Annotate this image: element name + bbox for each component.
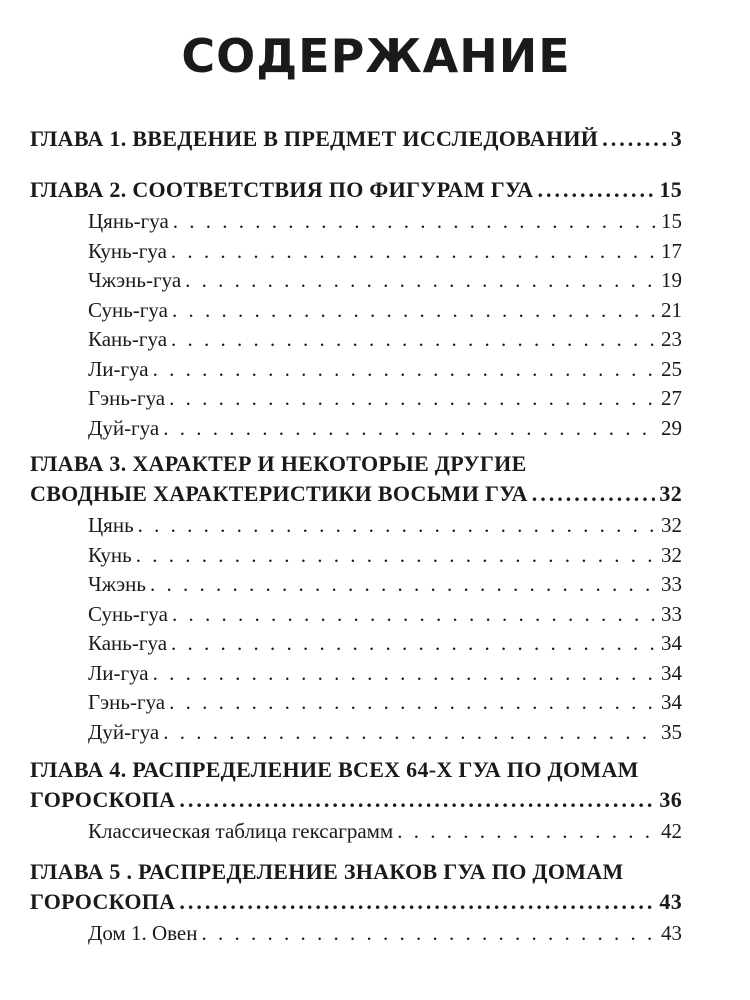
dot-leader xyxy=(201,919,657,949)
toc-entry[interactable] xyxy=(88,919,682,949)
entry-page: 43 xyxy=(661,920,682,945)
entry-page: 17 xyxy=(661,238,682,263)
dot-leader xyxy=(397,817,657,847)
chapter-4[interactable] xyxy=(30,755,682,815)
chapter-4-entries xyxy=(30,817,682,847)
dot-leader xyxy=(602,124,667,154)
dot-leader xyxy=(153,355,657,385)
entry-label: Чжэнь-гуа xyxy=(88,268,182,292)
entry-label: Сунь-гуа xyxy=(88,601,168,626)
toc-entry[interactable] xyxy=(88,659,682,689)
chapter-3-page: 32 xyxy=(659,481,682,506)
dot-leader xyxy=(136,541,657,571)
entry-label: Классическая таблица гексаграмм xyxy=(88,819,394,843)
dot-leader xyxy=(138,511,657,541)
dot-leader xyxy=(537,175,655,205)
entry-page: 33 xyxy=(661,601,682,626)
entry-page: 32 xyxy=(661,513,682,537)
toc-entry[interactable] xyxy=(88,817,682,847)
dot-leader xyxy=(179,887,655,917)
entry-label: Ли-гуа xyxy=(88,660,149,685)
entry-label: Гэнь-гуа xyxy=(88,690,166,714)
toc-entry[interactable] xyxy=(88,207,682,237)
chapter-2[interactable] xyxy=(30,175,682,205)
dot-leader xyxy=(185,266,657,296)
entry-label: Дуй-гуа xyxy=(88,415,160,440)
entry-label: Кань-гуа xyxy=(88,327,168,351)
toc-entry[interactable] xyxy=(88,511,682,541)
chapter-3-title-line2: СВОДНЫЕ ХАРАКТЕРИСТИКИ ВОСЬМИ ГУА xyxy=(30,481,528,506)
entry-page: 25 xyxy=(661,356,682,381)
dot-leader xyxy=(171,629,657,659)
dot-leader xyxy=(150,570,657,600)
dot-leader xyxy=(153,659,657,689)
chapter-5-title-line1: ГЛАВА 5 . РАСПРЕДЕЛЕНИЕ ЗНАКОВ ГУА ПО ДОМАМ xyxy=(30,858,624,884)
toc-entry[interactable] xyxy=(88,629,682,659)
entry-label: Чжэнь xyxy=(88,572,146,596)
entry-label: Дуй-гуа xyxy=(88,719,160,744)
chapter-3-row xyxy=(30,479,682,509)
entry-page: 23 xyxy=(661,327,682,351)
toc-entry[interactable] xyxy=(88,600,682,630)
entry-page: 42 xyxy=(661,819,682,843)
chapter-5-title-line2: ГОРОСКОПА xyxy=(30,888,176,914)
dot-leader xyxy=(163,414,657,444)
dot-leader xyxy=(169,688,657,718)
chapter-1[interactable] xyxy=(30,124,682,154)
dot-leader xyxy=(171,237,657,267)
chapter-4-title-line1: ГЛАВА 4. РАСПРЕДЕЛЕНИЕ ВСЕХ 64-Х ГУА ПО ДОМАМ xyxy=(30,757,639,782)
chapter-5-page: 43 xyxy=(659,888,682,914)
entry-page: 33 xyxy=(661,572,682,596)
chapter-5[interactable] xyxy=(30,857,682,917)
chapter-5-entries xyxy=(30,919,682,949)
entry-label: Цянь-гуа xyxy=(88,209,169,233)
toc-entry[interactable] xyxy=(88,325,682,355)
entry-page: 34 xyxy=(661,631,682,655)
dot-leader xyxy=(172,600,657,630)
dot-leader xyxy=(163,718,657,748)
toc-entry[interactable] xyxy=(88,296,682,326)
chapter-1-row xyxy=(30,124,682,154)
entry-page: 27 xyxy=(661,386,682,410)
toc-entry[interactable] xyxy=(88,688,682,718)
entry-label: Кань-гуа xyxy=(88,631,168,655)
chapter-3-title-line1: ГЛАВА 3. ХАРАКТЕР И НЕКОТОРЫЕ ДРУГИЕ xyxy=(30,451,527,476)
chapter-2-title: ГЛАВА 2. СООТВЕТСТВИЯ ПО ФИГУРАМ ГУА xyxy=(30,177,534,202)
entry-label: Дом 1. Овен xyxy=(88,920,198,945)
toc-entry[interactable] xyxy=(88,414,682,444)
chapter-2-entries xyxy=(30,207,682,443)
entry-label: Сунь-гуа xyxy=(88,297,168,322)
entry-label: Кунь xyxy=(88,542,132,567)
dot-leader xyxy=(171,325,657,355)
toc-entry[interactable] xyxy=(88,570,682,600)
toc-entry[interactable] xyxy=(88,541,682,571)
chapter-2-row xyxy=(30,175,682,205)
chapter-4-title-line2: ГОРОСКОПА xyxy=(30,787,176,812)
chapter-3[interactable] xyxy=(30,449,682,509)
toc-entry[interactable] xyxy=(88,266,682,296)
entry-page: 15 xyxy=(661,209,682,233)
dot-leader xyxy=(173,207,657,237)
chapter-1-page: 3 xyxy=(670,126,682,151)
entry-label: Ли-гуа xyxy=(88,356,149,381)
toc-entry[interactable] xyxy=(88,718,682,748)
dot-leader xyxy=(169,384,657,414)
entry-label: Кунь-гуа xyxy=(88,238,167,263)
dot-leader xyxy=(179,785,655,815)
table-of-contents xyxy=(30,124,682,948)
chapter-2-page: 15 xyxy=(659,177,682,202)
chapter-4-page: 36 xyxy=(659,787,682,812)
chapter-3-entries xyxy=(30,511,682,747)
toc-entry[interactable] xyxy=(88,237,682,267)
toc-entry[interactable] xyxy=(88,384,682,414)
page-title: СОДЕРЖАНИЕ xyxy=(181,29,571,83)
dot-leader xyxy=(532,479,656,509)
entry-page: 35 xyxy=(661,719,682,744)
entry-page: 29 xyxy=(661,415,682,440)
chapter-4-row xyxy=(30,785,682,815)
entry-label: Гэнь-гуа xyxy=(88,386,166,410)
toc-entry[interactable] xyxy=(88,355,682,385)
entry-page: 21 xyxy=(661,297,682,322)
entry-label: Цянь xyxy=(88,513,134,537)
entry-page: 19 xyxy=(661,268,682,292)
entry-page: 32 xyxy=(661,542,682,567)
chapter-5-row xyxy=(30,887,682,917)
chapter-1-title: ГЛАВА 1. ВВЕДЕНИЕ В ПРЕДМЕТ ИССЛЕДОВАНИЙ xyxy=(30,126,599,151)
entry-page: 34 xyxy=(661,660,682,685)
dot-leader xyxy=(172,296,657,326)
entry-page: 34 xyxy=(661,690,682,714)
